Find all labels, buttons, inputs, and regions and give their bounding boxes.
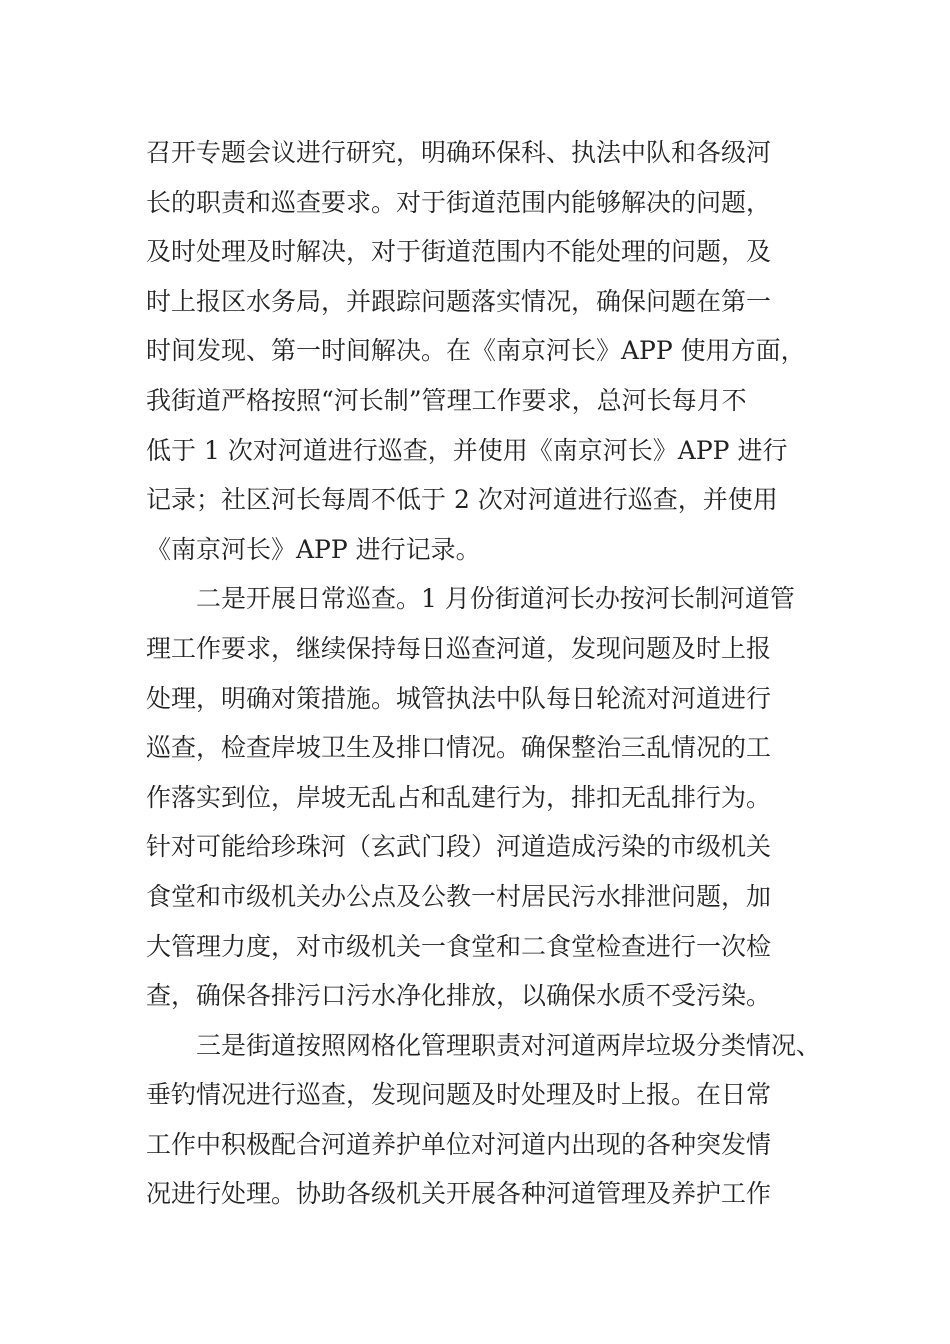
text-line: 理工作要求，继续保持每日巡查河道，发现问题及时上报 [146, 633, 772, 663]
text-line-first: 三是街道按照网格化管理职责对河道两岸垃圾分类情况、 [196, 1030, 822, 1060]
text-line: 低于 1 次对河道进行巡查，并使用《南京河长》APP 进行 [146, 435, 788, 465]
text-line: 召开专题会议进行研究，明确环保科、执法中队和各级河 [146, 138, 772, 167]
text-line: 针对可能给珍珠河（玄武门段）河道造成污染的市级机关 [146, 832, 772, 862]
text-line: 巡查，检查岸坡卫生及排口情况。确保整治三乱情况的工 [146, 733, 772, 763]
text-line: 时间发现、第一时间解决。在《南京河长》APP 使用方面， [146, 336, 806, 366]
paragraph-1 [146, 128, 826, 574]
text-line: 大管理力度，对市级机关一食堂和二食堂检查进行一次检 [146, 931, 772, 961]
text-line: 我街道严格按照“河长制”管理工作要求，总河长每月不 [146, 385, 747, 415]
text-line: 况进行处理。协助各级机关开展各种河道管理及养护工作 [146, 1179, 772, 1209]
document-body [146, 128, 826, 1219]
paragraph-2 [146, 574, 826, 1020]
text-line: 长的职责和巡查要求。对于街道范围内能够解决的问题， [146, 187, 772, 217]
text-line: 垂钓情况进行巡查，发现问题及时处理及时上报。在日常 [146, 1080, 772, 1110]
text-line: 作落实到位，岸坡无乱占和乱建行为，排扣无乱排行为。 [146, 782, 772, 812]
text-line: 《南京河长》APP 进行记录。 [146, 534, 481, 564]
text-line: 处理，明确对策措施。城管执法中队每日轮流对河道进行 [146, 683, 772, 713]
text-line: 查，确保各排污口污水净化排放，以确保水质不受污染。 [146, 981, 772, 1011]
text-line: 及时处理及时解决，对于街道范围内不能处理的问题，及 [146, 237, 772, 267]
text-line: 记录；社区河长每周不低于 2 次对河道进行巡查，并使用 [146, 485, 778, 515]
text-line: 时上报区水务局，并跟踪问题落实情况，确保问题在第一 [146, 286, 772, 316]
text-line: 工作中积极配合河道养护单位对河道内出现的各种突发情 [146, 1129, 772, 1159]
paragraph-3 [146, 1021, 826, 1219]
text-line-first: 二是开展日常巡查。1 月份街道河长办按河长制河道管 [196, 584, 795, 614]
text-line: 食堂和市级机关办公点及公教一村居民污水排泄问题，加 [146, 881, 772, 911]
